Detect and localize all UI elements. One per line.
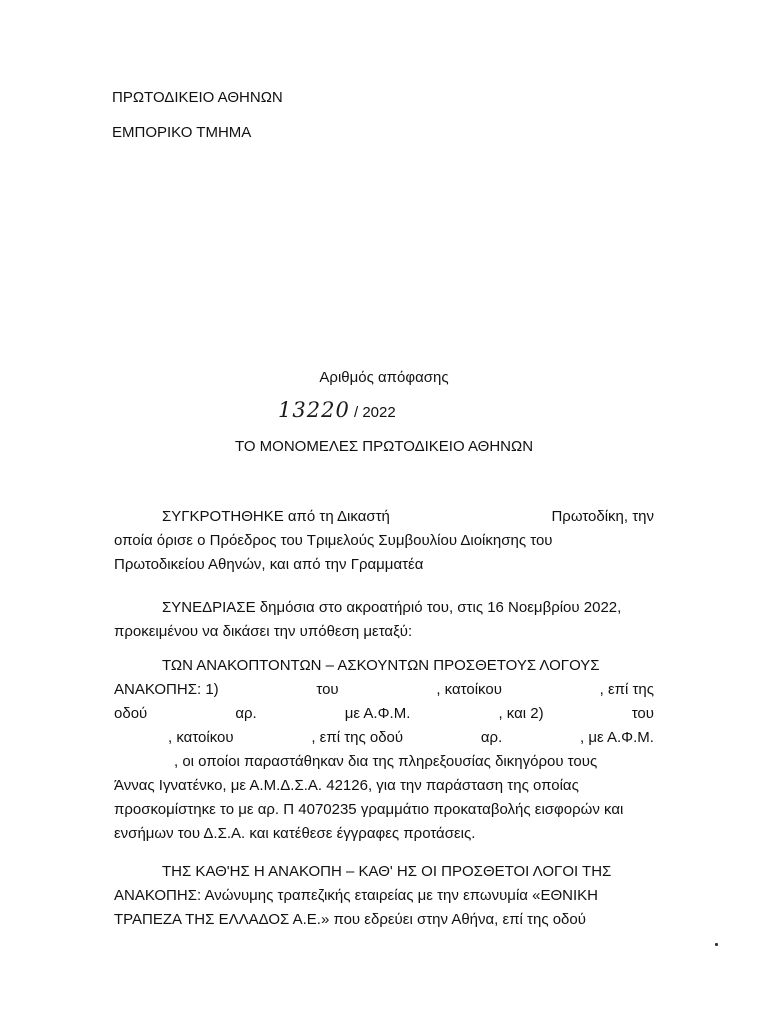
handwritten-number: 13220 <box>278 398 350 422</box>
paragraph-applicants <box>114 654 654 846</box>
court-title: ΤΟ ΜΟΝΟΜΕΛΕΣ ΠΡΩΤΟΔΙΚΕΙΟ ΑΘΗΝΩΝ <box>234 438 534 455</box>
text-line: προκειμένου να δικάσει την υπόθεση μεταξύ: <box>114 623 413 640</box>
text-line: Άννας Ιγνατένκο, με Α.Μ.Δ.Σ.Α. 42126, για την παράσταση της οποίας <box>114 777 579 794</box>
decision-number <box>278 398 396 422</box>
text-line: Πρωτοδικείου Αθηνών, και από την Γραμματέα <box>114 556 424 573</box>
text-line: , οι οποίοι παραστάθηκαν δια της πληρεξουσίας δικηγόρου τους <box>174 753 598 770</box>
text-line: προσκομίστηκε το με αρ. Π 4070235 γραμμάτιο προκαταβολής εισφορών και <box>114 801 624 818</box>
text-line: ΣΥΓΚΡΟΤΗΘΗΚΕ από τη Δικαστή Πρωτοδίκη, την <box>162 508 654 525</box>
text-line: ΑΝΑΚΟΠΗΣ: Ανώνυμης τραπεζικής εταιρείας με την επωνυμία «ΕΘΝΙΚΗ <box>114 887 598 904</box>
text-line: ΑΝΑΚΟΠΗΣ: 1) του , κατοίκου , επί της <box>114 681 654 698</box>
text-line: ενσήμων του Δ.Σ.Α. και κατέθεσε έγγραφες προτάσεις. <box>114 825 476 842</box>
text-line: ΤΗΣ ΚΑΘ'ΗΣ Η ΑΝΑΚΟΠΗ – ΚΑΘ' ΗΣ ΟΙ ΠΡΟΣΘΕΤΟΙ ΛΟΓΟΙ ΤΗΣ <box>162 863 612 880</box>
court-name: ΠΡΩΤΟΔΙΚΕΙΟ ΑΘΗΝΩΝ <box>112 89 283 106</box>
text-line: οποία όρισε ο Πρόεδρος του Τριμελούς Συμβουλίου Διοίκησης του <box>114 532 553 549</box>
paragraph-session <box>114 596 654 644</box>
paragraph-composition <box>114 505 654 577</box>
text-line: ΣΥΝΕΔΡΙΑΣΕ δημόσια στο ακροατήριό του, στις 16 Νοεμβρίου 2022, <box>162 599 622 616</box>
text-line: ΤΡΑΠΕΖΑ ΤΗΣ ΕΛΛΑΔΟΣ Α.Ε.» που εδρεύει στην Αθήνα, επί της οδού <box>114 911 586 928</box>
text-line: , κατοίκου , επί της οδού αρ. , με Α.Φ.Μ. <box>168 729 654 746</box>
department-name: ΕΜΠΟΡΙΚΟ ΤΜΗΜΑ <box>112 124 252 141</box>
decision-year: / 2022 <box>353 404 396 421</box>
text-line: οδού αρ. με Α.Φ.Μ. , και 2) του <box>114 705 654 722</box>
paragraph-respondent <box>114 860 654 932</box>
text-line: ΤΩΝ ΑΝΑΚΟΠΤΟΝΤΩΝ – ΑΣΚΟΥΝΤΩΝ ΠΡΟΣΘΕΤΟΥΣ ΛΟΓΟΥΣ <box>162 657 600 674</box>
decision-number-label: Αριθμός απόφασης <box>319 369 449 386</box>
scan-speck <box>715 943 718 946</box>
